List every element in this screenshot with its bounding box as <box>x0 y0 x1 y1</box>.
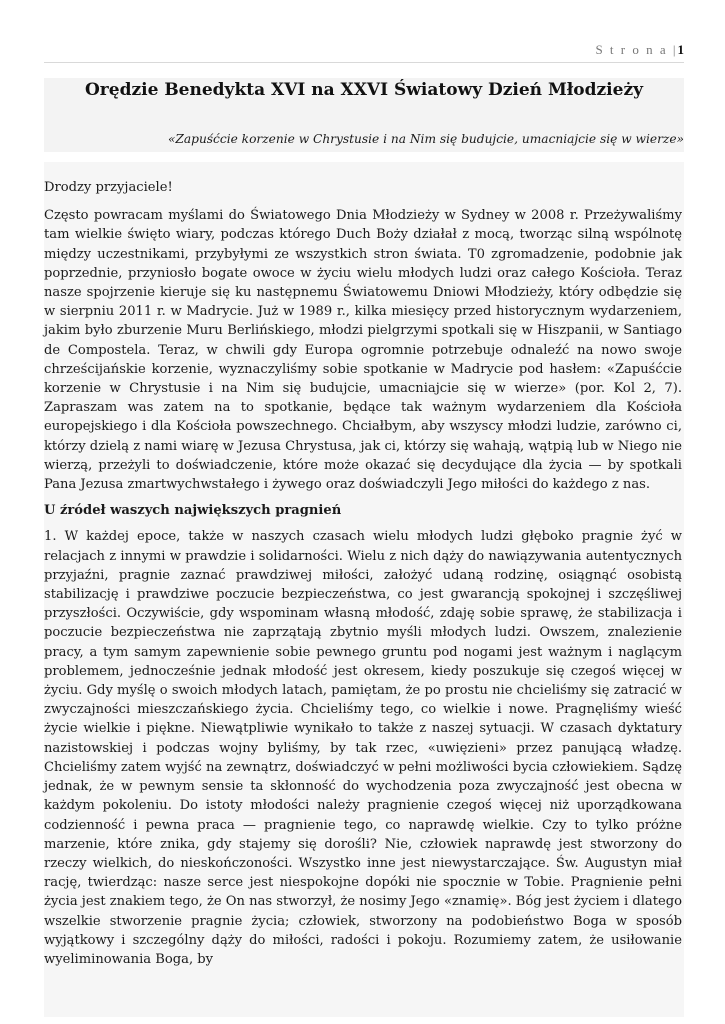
section-heading: U źródeł waszych największych pragnień <box>44 503 342 519</box>
page-number: 1 <box>677 42 684 57</box>
page-label: S t r o n a | <box>595 42 678 57</box>
title-block <box>44 78 684 134</box>
document-title: Orędzie Benedykta XVI na XXVI Światowy Dzień Młodzieży <box>85 80 643 100</box>
header-divider <box>44 62 684 63</box>
page-header <box>44 42 684 58</box>
document-body <box>44 178 682 976</box>
intro-paragraph: Często powracam myślami do Światowego Dnia Młodzieży w Sydney w 2008 r. Przeżywaliśmy tam wielkie święto wiary, podczas którego Duch Boży działał z mocą, tworząc silną wspólnotę między uczestnikami, przybyłymi ze wszystkich stron świata. T0 zgromadzenie, podobnie jak poprzednie, przyniosło bogate owoce w życiu wielu młodych ludzi oraz całego Kościoła. Teraz nasze spojrzenie kieruje się ku następnemu Światowemu Dniowi Młodzieży, który odbędzie się w sierpniu 2011 r. w Madrycie. Już w 1989 r., kilka miesięcy przed historycznym wydarzeniem, jakim było zburzenie Muru Berlińskiego, młodzi pielgrzymi spotkali się w Hiszpanii, w Santiago de Compostela. Teraz, w chwili gdy Europa ogromnie potrzebuje odnaleźć na nowo swoje chrześcijańskie korzenie, wyznaczyliśmy sobie spotkanie w Madrycie pod hasłem: «Zapuśćcie korzenie w Chrystusie i na Nim się budujcie, umacniajcie się w wierze» (por. Kol 2, 7). Zapraszam was zatem na to spotkanie, będące tak ważnym wydarzeniem dla Kościoła europejskiego i dla Kościoła powszechnego. Chciałbym, aby wszyscy młodzi ludzie, zarówno ci, którzy dzielą z nami wiarę w Jezusa Chrystusa, jak ci, którzy się wahają, wątpią lub w Niego nie wierzą, przeżyli to doświadczenie, które może okazać się decydujące dla życia — by spotkali Pana Jezusa zmartwychwstałego i żywego oraz doświadczyli Jego miłości do każdego z nas. <box>44 208 682 493</box>
greeting: Drodzy przyjaciele! <box>44 180 173 195</box>
document-motto: «Zapuśćcie korzenie w Chrystusie i na Nim się budujcie, umacniajcie się w wierze» <box>167 132 684 146</box>
section-paragraph: 1. W każdej epoce, także w naszych czasach wielu młodych ludzi głęboko pragnie żyć w relacjach z innymi w prawdzie i solidarności. Wielu z nich dąży do nawiązywania autentycznych przyjaźni, pragnie zaznać prawdziwej miłości, założyć udaną rodzinę, osiągnąć osobistą stabilizację i prawdziwe poczucie bezpieczeństwa, co jest gwarancją spokojnej i szczęśliwej przyszłości. Oczywiście, gdy wspominam własną młodość, zdaję sobie sprawę, że stabilizacja i poczucie bezpieczeństwa nie zaprzątają zbytnio myśli młodych ludzi. Owszem, znalezienie pracy, a tym samym zapewnienie sobie pewnego gruntu pod nogami jest ważnym i naglącym problemem, jednocześnie jednak młodość jest okresem, kiedy poszukuje się czegoś więcej w życiu. Gdy myślę o swoich młodych latach, pamiętam, że po prostu nie chcieliśmy się zatracić w zwyczajności mieszczańskiego życia. Chcieliśmy tego, co wielkie i nowe. Pragnęliśmy wieść życie wielkie i piękne. Niewątpliwie wynikało to także z naszej sytuacji. W czasach dyktatury nazistowskiej i podczas wojny byliśmy, by tak rzec, «uwięzieni» przez panującą władzę. Chcieliśmy zatem wyjść na zewnątrz, doświadczyć w pełni możliwości bycia człowiekiem. Sądzę jednak, że w pewnym sensie ta skłonność do wychodzenia poza zwyczajność jest obecna w każdym pokoleniu. Do istoty młodości należy pragnienie czegoś więcej niż uporządkowana codzienność i pewna praca — pragnienie tego, co naprawdę wielkie. Czy to tylko próżne marzenie, które znika, gdy stajemy się dorośli? Nie, człowiek naprawdę jest stworzony do rzeczy wielkich, do nieskończoności. Wszystko inne jest niewystarczające. Św. Augustyn miał rację, twierdząc: nasze serce jest niespokojne dopóki nie spocznie w Tobie. Pragnienie pełni życia jest znakiem tego, że On nas stworzył, że nosimy Jego «znamię». Bóg jest życiem i dlatego wszelkie stworzenie pragnie życia; człowiek, stworzony na podobieństwo Boga w sposób wyjątkowy i szczególny dąży do miłości, radości i pokoju. Rozumiemy zatem, że usiłowanie wyeliminowania Boga, by <box>44 529 682 967</box>
